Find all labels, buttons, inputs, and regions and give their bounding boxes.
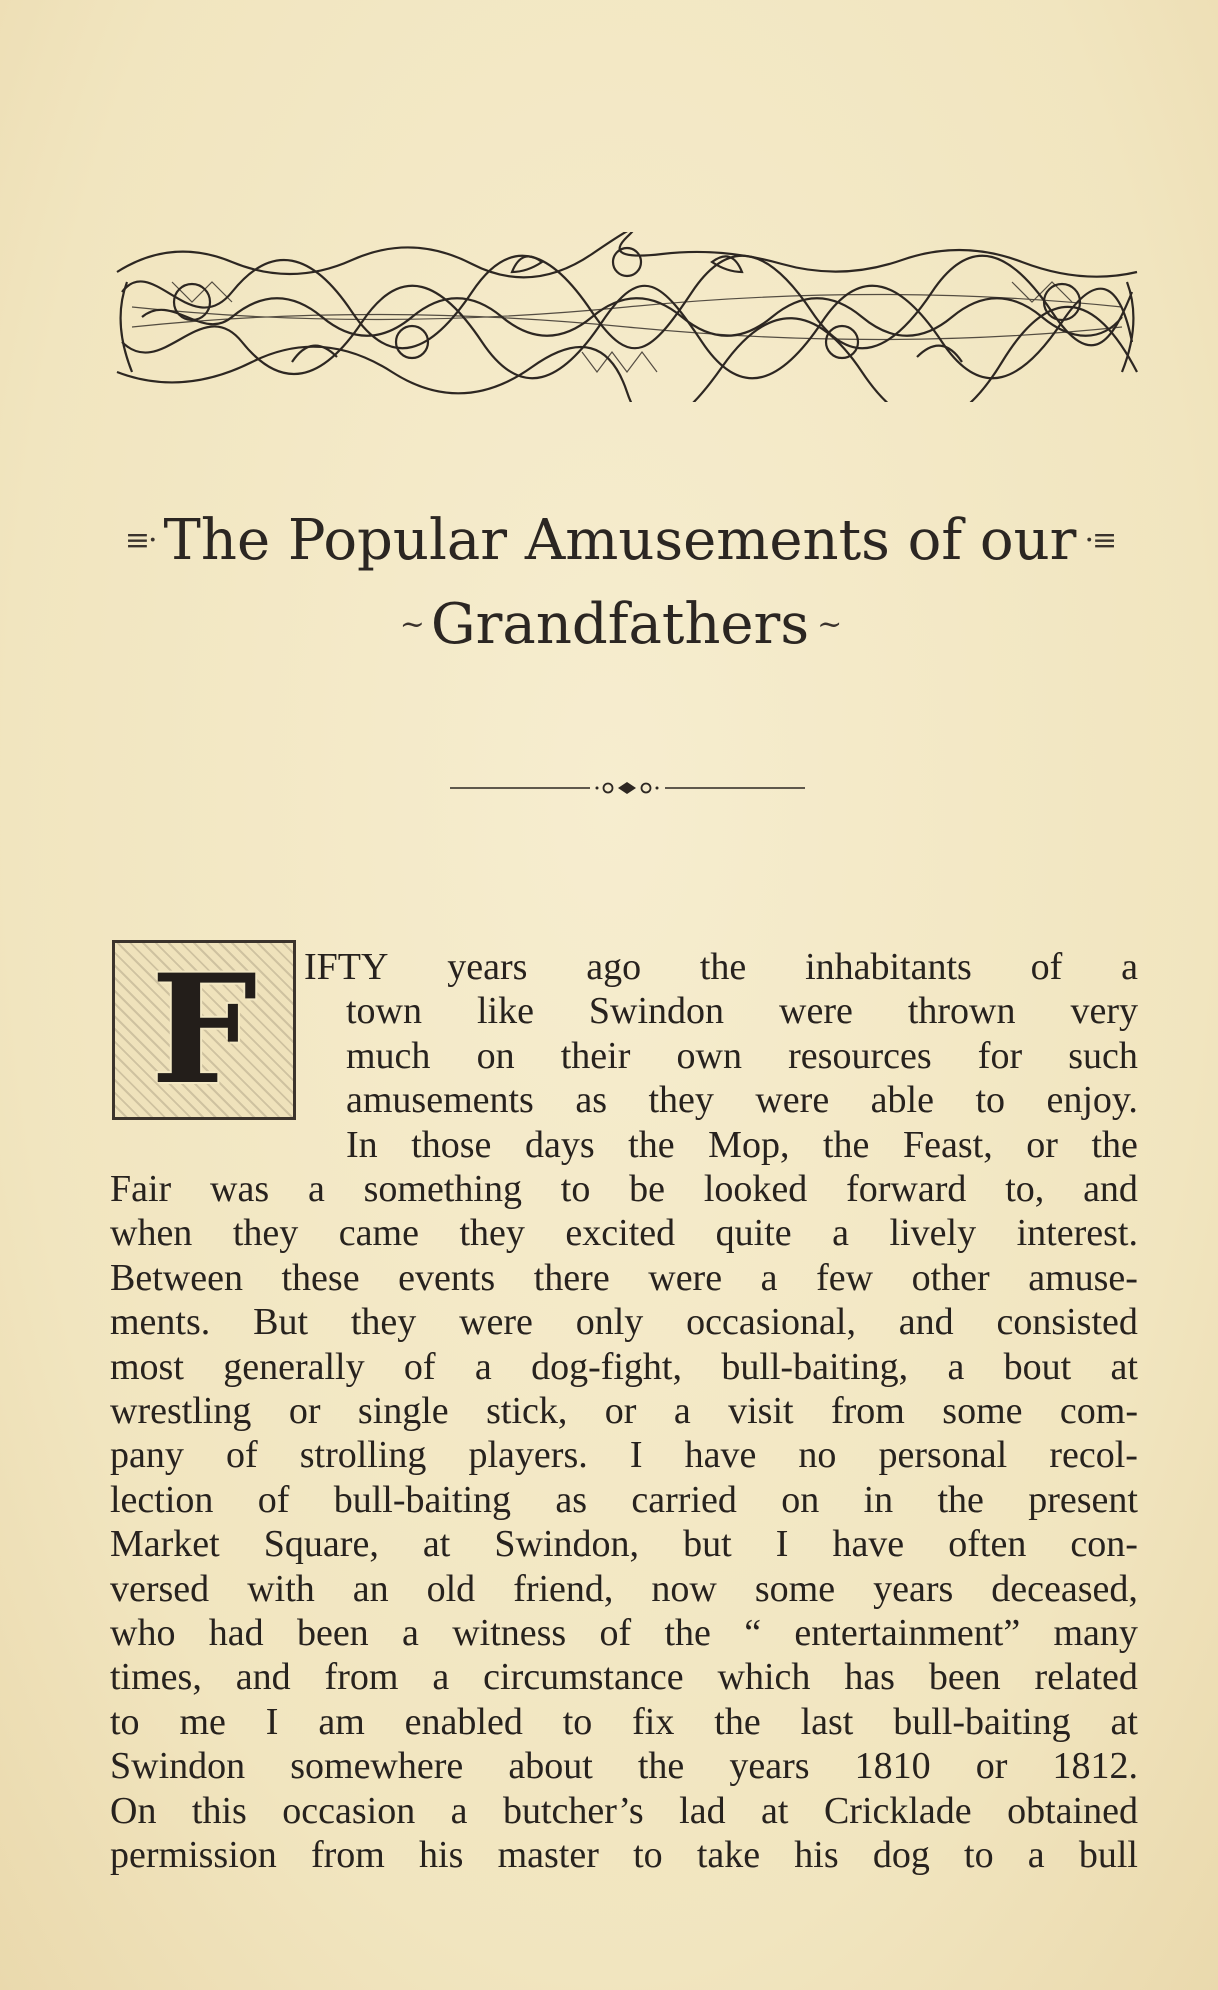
title-line-2: Grandfathers <box>430 591 810 657</box>
text-line: when they came they excited quite a lively interest. <box>110 1212 1138 1254</box>
text-line: who had been a witness of the “ entertainment” many <box>110 1612 1138 1654</box>
right-swash-icon: ~ <box>817 606 841 642</box>
text-line: Between these events there were a few other amuse- <box>110 1257 1138 1299</box>
text-line: pany of strolling players. I have no personal recol- <box>110 1434 1138 1476</box>
left-swash-icon: ~ <box>399 606 423 642</box>
text-line: permission from his master to take his dog to a bull <box>110 1834 1138 1876</box>
text-line: much on their own resources for such <box>346 1035 1138 1077</box>
section-separator <box>450 780 805 796</box>
text-line: amusements as they were able to enjoy. <box>346 1079 1138 1121</box>
text-line: lection of bull-baiting as carried on in the present <box>110 1479 1138 1521</box>
text-line: wrestling or single stick, or a visit from some com- <box>110 1390 1138 1432</box>
drop-cap-glyph: F <box>150 942 258 1118</box>
text-line: Market Square, at Swindon, but I have often con- <box>110 1523 1138 1565</box>
text-line: Swindon somewhere about the years 1810 or 1812. <box>110 1745 1138 1787</box>
text-line: ments. But they were only occasional, and consisted <box>110 1301 1138 1343</box>
text-line: In those days the Mop, the Feast, or the <box>346 1124 1138 1166</box>
text-line: Fair was a something to be looked forward to, and <box>110 1168 1138 1210</box>
title-line-1: The Popular Amusements of our <box>163 507 1077 573</box>
right-flourish-icon: ·≡ <box>1084 522 1116 558</box>
text-line: to me I am enabled to fix the last bull-baiting at <box>110 1701 1138 1743</box>
left-flourish-icon: ≡· <box>124 522 156 558</box>
drop-cap-letter <box>112 940 296 1120</box>
text-line: On this occasion a butcher’s lad at Cricklade obtained <box>110 1790 1138 1832</box>
ornamental-header-band <box>112 232 1142 402</box>
text-line: IFTY years ago the inhabitants of a <box>304 946 1138 988</box>
text-line: times, and from a circumstance which has been related <box>110 1656 1138 1698</box>
chapter-title <box>100 500 1140 664</box>
text-line: town like Swindon were thrown very <box>346 990 1138 1032</box>
text-line: most generally of a dog-fight, bull-baiting, a bout at <box>110 1346 1138 1388</box>
text-line: versed with an old friend, now some years deceased, <box>110 1568 1138 1610</box>
